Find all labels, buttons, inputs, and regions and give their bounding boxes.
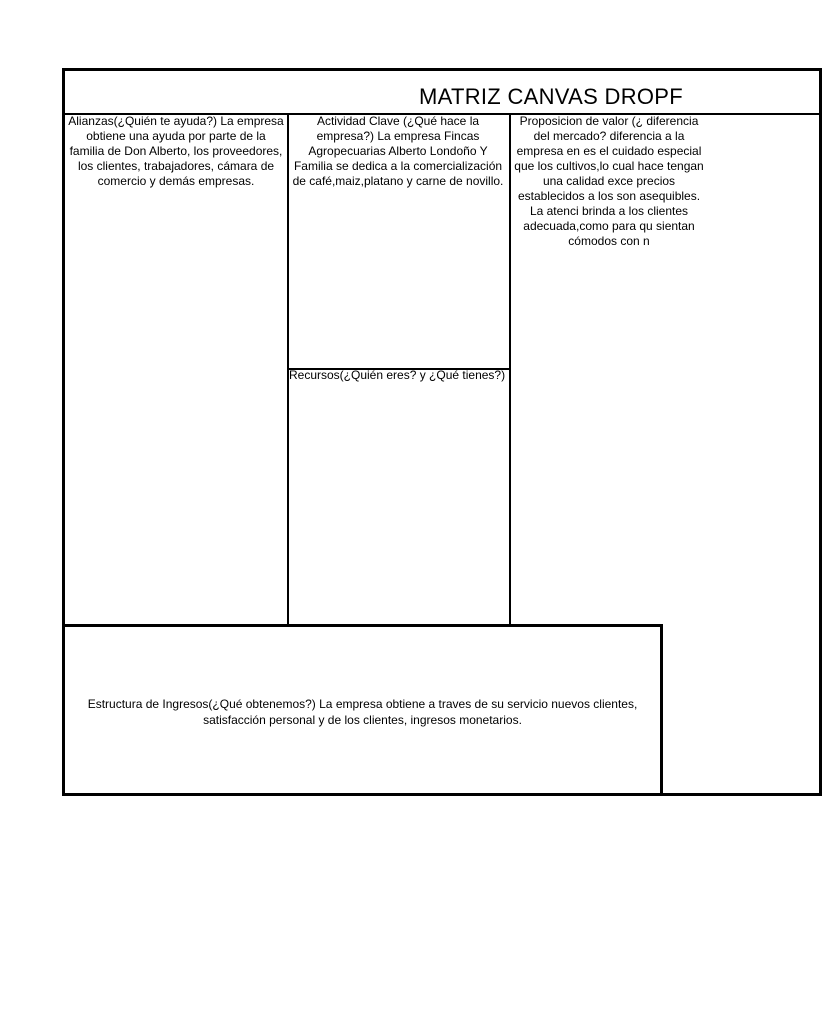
matrix-title-row — [65, 71, 819, 115]
recursos-cell: Recursos(¿Quién eres? y ¿Qué tienes?) — [287, 368, 511, 626]
estructura-ingresos-cell — [65, 624, 663, 796]
propuesta-valor-cell: Proposicion de valor (¿ diferencia del mercado? diferencia a la empresa en es el cuidado especial que los cultivos,lo cual hace tengan una calidad exce precios establecidos a los son asequibles. La atenci brinda a los clientes adecuada,como para qu sientan cómodos con n — [514, 114, 704, 248]
alianzas-cell: Alianzas(¿Quién te ayuda?) La empresa obtiene una ayuda por parte de la familia de Don Alberto, los proveedores, los clientes, trabajadores, cámara de comercio y demás empresas. — [65, 114, 289, 626]
actividad-clave-cell: Actividad Clave (¿Qué hace la empresa?) La empresa Fincas Agropecuarias Alberto Londoño Y Familia se dedica a la comercialización de café,maiz,platano y carne de novillo. — [287, 114, 511, 370]
estructura-ingresos-text: Estructura de Ingresos(¿Qué obtenemos?) La empresa obtiene a traves de su servicio nuevos clientes, satisfacción personal y de los clientes, ingresos monetarios. — [87, 696, 638, 727]
matrix-title: MATRIZ CANVAS DROPF — [419, 84, 684, 109]
canvas-matrix-table — [62, 68, 822, 796]
